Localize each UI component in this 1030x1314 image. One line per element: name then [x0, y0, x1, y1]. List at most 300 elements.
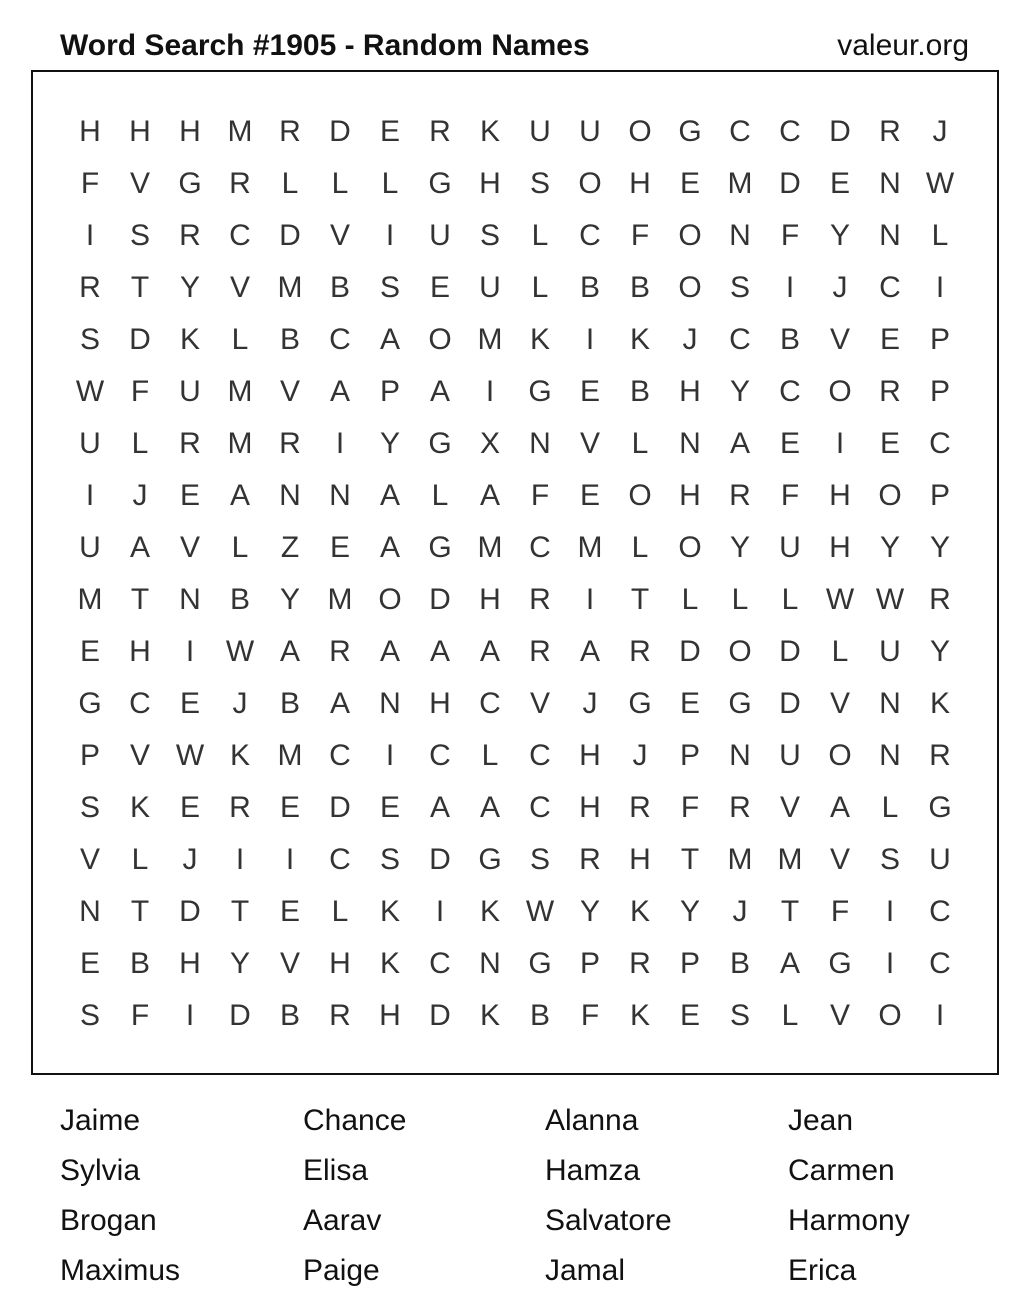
grid-cell[interactable]: A: [129, 531, 150, 564]
grid-cell[interactable]: R: [879, 115, 901, 148]
grid-cell[interactable]: N: [879, 219, 901, 252]
grid-cell[interactable]: I: [385, 219, 395, 252]
grid-cell[interactable]: D: [329, 791, 351, 824]
grid-cell[interactable]: U: [779, 531, 801, 564]
grid-cell[interactable]: R: [329, 635, 351, 668]
grid-cell[interactable]: I: [85, 219, 95, 252]
grid-cell[interactable]: J: [932, 115, 948, 148]
grid-cell[interactable]: A: [779, 947, 800, 980]
grid-cell[interactable]: K: [629, 323, 650, 356]
grid-cell[interactable]: M: [77, 583, 103, 616]
grid-cell[interactable]: R: [329, 999, 351, 1032]
grid-cell[interactable]: V: [529, 687, 550, 720]
grid-cell[interactable]: L: [231, 531, 249, 564]
grid-cell[interactable]: N: [879, 167, 901, 200]
grid-cell[interactable]: M: [227, 427, 253, 460]
grid-cell[interactable]: R: [879, 375, 901, 408]
grid-cell[interactable]: P: [79, 739, 100, 772]
grid-cell[interactable]: H: [579, 739, 601, 772]
grid-cell[interactable]: V: [229, 271, 250, 304]
grid-cell[interactable]: F: [680, 791, 700, 824]
grid-cell[interactable]: R: [629, 791, 651, 824]
grid-cell[interactable]: V: [829, 323, 850, 356]
grid-cell[interactable]: D: [129, 323, 151, 356]
grid-cell[interactable]: I: [385, 739, 395, 772]
grid-cell[interactable]: L: [731, 583, 749, 616]
grid-cell[interactable]: B: [329, 271, 350, 304]
grid-cell[interactable]: L: [331, 167, 349, 200]
grid-cell[interactable]: R: [229, 791, 251, 824]
grid-cell[interactable]: S: [729, 999, 750, 1032]
grid-cell[interactable]: V: [579, 427, 600, 460]
grid-cell[interactable]: S: [479, 219, 500, 252]
grid-cell[interactable]: A: [429, 635, 450, 668]
grid-cell[interactable]: I: [935, 999, 945, 1032]
grid-cell[interactable]: G: [728, 687, 752, 720]
grid-cell[interactable]: G: [528, 375, 552, 408]
grid-cell[interactable]: C: [779, 115, 801, 148]
grid-cell[interactable]: K: [929, 687, 950, 720]
grid-cell[interactable]: Y: [579, 895, 600, 928]
grid-cell[interactable]: H: [329, 947, 351, 980]
grid-cell[interactable]: N: [729, 219, 751, 252]
grid-cell[interactable]: K: [379, 947, 400, 980]
grid-cell[interactable]: O: [628, 479, 652, 512]
grid-cell[interactable]: G: [178, 167, 202, 200]
grid-cell[interactable]: A: [279, 635, 300, 668]
grid-cell[interactable]: U: [579, 115, 601, 148]
grid-cell[interactable]: B: [529, 999, 550, 1032]
grid-cell[interactable]: N: [179, 583, 201, 616]
grid-cell[interactable]: P: [579, 947, 600, 980]
grid-cell[interactable]: O: [878, 479, 902, 512]
grid-cell[interactable]: M: [727, 843, 753, 876]
grid-cell[interactable]: V: [179, 531, 200, 564]
grid-cell[interactable]: P: [679, 947, 700, 980]
grid-cell[interactable]: M: [227, 375, 253, 408]
grid-cell[interactable]: O: [678, 531, 702, 564]
grid-cell[interactable]: E: [579, 375, 600, 408]
grid-cell[interactable]: D: [679, 635, 701, 668]
grid-cell[interactable]: U: [79, 427, 101, 460]
grid-cell[interactable]: W: [225, 635, 255, 668]
grid-cell[interactable]: Y: [229, 947, 250, 980]
grid-cell[interactable]: Y: [879, 531, 900, 564]
grid-cell[interactable]: B: [279, 999, 300, 1032]
grid-cell[interactable]: M: [277, 739, 303, 772]
grid-cell[interactable]: K: [529, 323, 550, 356]
grid-cell[interactable]: R: [729, 791, 751, 824]
grid-cell[interactable]: M: [577, 531, 603, 564]
grid-cell[interactable]: L: [931, 219, 949, 252]
grid-cell[interactable]: B: [629, 271, 650, 304]
grid-cell[interactable]: F: [130, 999, 150, 1032]
grid-cell[interactable]: P: [379, 375, 400, 408]
grid-cell[interactable]: L: [131, 843, 149, 876]
grid-cell[interactable]: F: [780, 479, 800, 512]
grid-cell[interactable]: J: [832, 271, 848, 304]
grid-cell[interactable]: A: [829, 791, 850, 824]
grid-cell[interactable]: O: [878, 999, 902, 1032]
grid-cell[interactable]: C: [429, 947, 451, 980]
grid-cell[interactable]: J: [632, 739, 648, 772]
grid-cell[interactable]: P: [929, 375, 950, 408]
grid-cell[interactable]: W: [825, 583, 855, 616]
grid-cell[interactable]: C: [929, 947, 951, 980]
grid-cell[interactable]: V: [129, 167, 150, 200]
grid-cell[interactable]: Z: [280, 531, 300, 564]
grid-cell[interactable]: I: [585, 323, 595, 356]
grid-cell[interactable]: S: [379, 271, 400, 304]
grid-cell[interactable]: M: [477, 531, 503, 564]
grid-cell[interactable]: R: [279, 115, 301, 148]
grid-cell[interactable]: V: [279, 375, 300, 408]
grid-cell[interactable]: B: [229, 583, 250, 616]
grid-cell[interactable]: V: [129, 739, 150, 772]
grid-cell[interactable]: L: [781, 999, 799, 1032]
grid-cell[interactable]: F: [630, 219, 650, 252]
grid-cell[interactable]: A: [479, 791, 500, 824]
grid-cell[interactable]: A: [379, 323, 400, 356]
grid-cell[interactable]: G: [678, 115, 702, 148]
grid-cell[interactable]: Y: [929, 531, 950, 564]
grid-cell[interactable]: D: [829, 115, 851, 148]
grid-cell[interactable]: Y: [279, 583, 300, 616]
grid-cell[interactable]: H: [829, 531, 851, 564]
grid-cell[interactable]: R: [529, 635, 551, 668]
grid-cell[interactable]: M: [777, 843, 803, 876]
grid-cell[interactable]: A: [329, 687, 350, 720]
grid-cell[interactable]: K: [479, 895, 500, 928]
grid-cell[interactable]: Y: [729, 531, 750, 564]
grid-cell[interactable]: K: [629, 895, 650, 928]
grid-cell[interactable]: I: [185, 999, 195, 1032]
grid-cell[interactable]: I: [335, 427, 345, 460]
grid-cell[interactable]: L: [531, 271, 549, 304]
grid-cell[interactable]: M: [327, 583, 353, 616]
grid-cell[interactable]: T: [130, 895, 150, 928]
grid-cell[interactable]: N: [279, 479, 301, 512]
grid-cell[interactable]: H: [379, 999, 401, 1032]
grid-cell[interactable]: G: [428, 531, 452, 564]
grid-cell[interactable]: B: [279, 323, 300, 356]
grid-cell[interactable]: H: [479, 167, 501, 200]
grid-cell[interactable]: H: [479, 583, 501, 616]
grid-cell[interactable]: F: [580, 999, 600, 1032]
grid-cell[interactable]: D: [779, 687, 801, 720]
grid-cell[interactable]: Y: [179, 271, 200, 304]
grid-cell[interactable]: E: [679, 687, 700, 720]
grid-cell[interactable]: A: [429, 791, 450, 824]
grid-cell[interactable]: H: [829, 479, 851, 512]
grid-cell[interactable]: B: [579, 271, 600, 304]
grid-cell[interactable]: G: [928, 791, 952, 824]
grid-cell[interactable]: R: [629, 947, 651, 980]
grid-cell[interactable]: V: [329, 219, 350, 252]
grid-cell[interactable]: S: [529, 167, 550, 200]
grid-cell[interactable]: C: [729, 323, 751, 356]
grid-cell[interactable]: L: [881, 791, 899, 824]
grid-cell[interactable]: G: [628, 687, 652, 720]
grid-cell[interactable]: F: [130, 375, 150, 408]
grid-cell[interactable]: R: [429, 115, 451, 148]
grid-cell[interactable]: U: [179, 375, 201, 408]
grid-cell[interactable]: H: [679, 375, 701, 408]
grid-cell[interactable]: R: [279, 427, 301, 460]
grid-cell[interactable]: I: [235, 843, 245, 876]
grid-cell[interactable]: C: [329, 739, 351, 772]
grid-cell[interactable]: M: [477, 323, 503, 356]
grid-cell[interactable]: G: [828, 947, 852, 980]
grid-cell[interactable]: S: [129, 219, 150, 252]
grid-cell[interactable]: D: [229, 999, 251, 1032]
grid-cell[interactable]: H: [579, 791, 601, 824]
grid-cell[interactable]: A: [479, 479, 500, 512]
grid-cell[interactable]: Y: [679, 895, 700, 928]
grid-cell[interactable]: C: [729, 115, 751, 148]
grid-cell[interactable]: K: [129, 791, 150, 824]
grid-cell[interactable]: U: [79, 531, 101, 564]
grid-cell[interactable]: C: [779, 375, 801, 408]
grid-cell[interactable]: C: [329, 323, 351, 356]
grid-cell[interactable]: C: [879, 271, 901, 304]
grid-cell[interactable]: P: [929, 479, 950, 512]
grid-cell[interactable]: C: [479, 687, 501, 720]
grid-cell[interactable]: C: [929, 895, 951, 928]
grid-cell[interactable]: B: [729, 947, 750, 980]
grid-cell[interactable]: C: [529, 739, 551, 772]
grid-cell[interactable]: A: [379, 635, 400, 668]
grid-cell[interactable]: J: [232, 687, 248, 720]
grid-cell[interactable]: D: [279, 219, 301, 252]
grid-cell[interactable]: D: [779, 635, 801, 668]
grid-cell[interactable]: V: [279, 947, 300, 980]
grid-cell[interactable]: N: [79, 895, 101, 928]
grid-cell[interactable]: H: [129, 635, 151, 668]
grid-cell[interactable]: C: [429, 739, 451, 772]
grid-cell[interactable]: I: [185, 635, 195, 668]
grid-cell[interactable]: D: [329, 115, 351, 148]
grid-cell[interactable]: E: [179, 791, 200, 824]
grid-cell[interactable]: R: [729, 479, 751, 512]
grid-cell[interactable]: E: [779, 427, 800, 460]
grid-cell[interactable]: U: [429, 219, 451, 252]
grid-cell[interactable]: O: [428, 323, 452, 356]
grid-cell[interactable]: E: [379, 791, 400, 824]
grid-cell[interactable]: H: [629, 167, 651, 200]
grid-cell[interactable]: C: [929, 427, 951, 460]
grid-cell[interactable]: T: [230, 895, 250, 928]
grid-cell[interactable]: I: [785, 271, 795, 304]
grid-cell[interactable]: Y: [729, 375, 750, 408]
grid-cell[interactable]: E: [579, 479, 600, 512]
grid-cell[interactable]: N: [679, 427, 701, 460]
grid-cell[interactable]: W: [925, 167, 955, 200]
grid-cell[interactable]: I: [285, 843, 295, 876]
grid-cell[interactable]: S: [879, 843, 900, 876]
grid-cell[interactable]: U: [879, 635, 901, 668]
grid-cell[interactable]: K: [629, 999, 650, 1032]
grid-cell[interactable]: N: [479, 947, 501, 980]
grid-cell[interactable]: R: [529, 583, 551, 616]
grid-cell[interactable]: S: [529, 843, 550, 876]
grid-cell[interactable]: S: [79, 999, 100, 1032]
grid-cell[interactable]: K: [479, 115, 500, 148]
grid-cell[interactable]: A: [329, 375, 350, 408]
grid-cell[interactable]: L: [831, 635, 849, 668]
grid-cell[interactable]: O: [828, 375, 852, 408]
grid-cell[interactable]: Y: [829, 219, 850, 252]
grid-cell[interactable]: A: [429, 375, 450, 408]
grid-cell[interactable]: L: [781, 583, 799, 616]
grid-cell[interactable]: I: [885, 947, 895, 980]
grid-cell[interactable]: R: [179, 219, 201, 252]
grid-cell[interactable]: W: [875, 583, 905, 616]
grid-cell[interactable]: A: [729, 427, 750, 460]
grid-cell[interactable]: Y: [929, 635, 950, 668]
grid-cell[interactable]: I: [485, 375, 495, 408]
grid-cell[interactable]: R: [929, 739, 951, 772]
grid-cell[interactable]: J: [132, 479, 148, 512]
grid-cell[interactable]: P: [679, 739, 700, 772]
grid-cell[interactable]: N: [329, 479, 351, 512]
grid-cell[interactable]: F: [780, 219, 800, 252]
grid-cell[interactable]: L: [231, 323, 249, 356]
grid-cell[interactable]: C: [529, 791, 551, 824]
grid-cell[interactable]: T: [680, 843, 700, 876]
grid-cell[interactable]: K: [179, 323, 200, 356]
grid-cell[interactable]: H: [129, 115, 151, 148]
grid-cell[interactable]: H: [179, 115, 201, 148]
grid-cell[interactable]: R: [929, 583, 951, 616]
grid-cell[interactable]: L: [481, 739, 499, 772]
grid-cell[interactable]: V: [779, 791, 800, 824]
grid-cell[interactable]: K: [379, 895, 400, 928]
grid-cell[interactable]: O: [728, 635, 752, 668]
grid-cell[interactable]: C: [229, 219, 251, 252]
grid-cell[interactable]: F: [530, 479, 550, 512]
grid-cell[interactable]: U: [479, 271, 501, 304]
grid-cell[interactable]: T: [130, 583, 150, 616]
grid-cell[interactable]: F: [80, 167, 100, 200]
grid-cell[interactable]: O: [628, 115, 652, 148]
grid-cell[interactable]: T: [780, 895, 800, 928]
grid-cell[interactable]: Y: [379, 427, 400, 460]
grid-cell[interactable]: S: [79, 323, 100, 356]
grid-cell[interactable]: I: [835, 427, 845, 460]
grid-cell[interactable]: D: [429, 843, 451, 876]
grid-cell[interactable]: E: [329, 531, 350, 564]
grid-cell[interactable]: N: [879, 687, 901, 720]
grid-cell[interactable]: L: [631, 531, 649, 564]
grid-cell[interactable]: E: [279, 791, 300, 824]
grid-cell[interactable]: G: [478, 843, 502, 876]
grid-cell[interactable]: P: [929, 323, 950, 356]
grid-cell[interactable]: S: [79, 791, 100, 824]
grid-cell[interactable]: B: [279, 687, 300, 720]
grid-cell[interactable]: G: [528, 947, 552, 980]
grid-cell[interactable]: D: [429, 583, 451, 616]
grid-cell[interactable]: R: [229, 167, 251, 200]
grid-cell[interactable]: A: [229, 479, 250, 512]
grid-cell[interactable]: N: [879, 739, 901, 772]
grid-cell[interactable]: O: [678, 271, 702, 304]
grid-cell[interactable]: U: [779, 739, 801, 772]
grid-cell[interactable]: E: [379, 115, 400, 148]
grid-cell[interactable]: C: [129, 687, 151, 720]
grid-cell[interactable]: H: [629, 843, 651, 876]
grid-cell[interactable]: B: [779, 323, 800, 356]
grid-cell[interactable]: H: [429, 687, 451, 720]
grid-cell[interactable]: L: [331, 895, 349, 928]
grid-cell[interactable]: I: [435, 895, 445, 928]
grid-cell[interactable]: A: [479, 635, 500, 668]
grid-cell[interactable]: U: [929, 843, 951, 876]
grid-cell[interactable]: D: [429, 999, 451, 1032]
grid-cell[interactable]: E: [829, 167, 850, 200]
grid-cell[interactable]: L: [381, 167, 399, 200]
grid-cell[interactable]: V: [829, 843, 850, 876]
grid-cell[interactable]: E: [679, 167, 700, 200]
grid-cell[interactable]: M: [277, 271, 303, 304]
grid-cell[interactable]: J: [732, 895, 748, 928]
grid-cell[interactable]: M: [727, 167, 753, 200]
grid-cell[interactable]: E: [79, 635, 100, 668]
grid-cell[interactable]: M: [227, 115, 253, 148]
grid-cell[interactable]: T: [630, 583, 650, 616]
grid-cell[interactable]: V: [829, 999, 850, 1032]
grid-cell[interactable]: R: [179, 427, 201, 460]
grid-cell[interactable]: O: [678, 219, 702, 252]
grid-cell[interactable]: N: [529, 427, 551, 460]
grid-cell[interactable]: I: [585, 583, 595, 616]
grid-cell[interactable]: F: [830, 895, 850, 928]
grid-cell[interactable]: L: [131, 427, 149, 460]
grid-cell[interactable]: W: [175, 739, 205, 772]
grid-cell[interactable]: L: [431, 479, 449, 512]
grid-cell[interactable]: J: [182, 843, 198, 876]
grid-cell[interactable]: L: [531, 219, 549, 252]
grid-cell[interactable]: V: [79, 843, 100, 876]
grid-cell[interactable]: L: [631, 427, 649, 460]
grid-cell[interactable]: C: [529, 531, 551, 564]
grid-cell[interactable]: J: [682, 323, 698, 356]
grid-cell[interactable]: R: [79, 271, 101, 304]
grid-cell[interactable]: E: [429, 271, 450, 304]
grid-cell[interactable]: O: [578, 167, 602, 200]
grid-cell[interactable]: R: [629, 635, 651, 668]
grid-cell[interactable]: O: [828, 739, 852, 772]
grid-cell[interactable]: I: [85, 479, 95, 512]
grid-cell[interactable]: W: [525, 895, 555, 928]
grid-cell[interactable]: N: [729, 739, 751, 772]
grid-cell[interactable]: E: [679, 999, 700, 1032]
grid-cell[interactable]: E: [279, 895, 300, 928]
grid-cell[interactable]: S: [729, 271, 750, 304]
grid-cell[interactable]: E: [79, 947, 100, 980]
grid-cell[interactable]: D: [779, 167, 801, 200]
grid-cell[interactable]: S: [379, 843, 400, 876]
grid-cell[interactable]: B: [129, 947, 150, 980]
grid-cell[interactable]: N: [379, 687, 401, 720]
grid-cell[interactable]: I: [935, 271, 945, 304]
grid-cell[interactable]: H: [179, 947, 201, 980]
grid-cell[interactable]: T: [130, 271, 150, 304]
grid-cell[interactable]: B: [629, 375, 650, 408]
grid-cell[interactable]: G: [78, 687, 102, 720]
grid-cell[interactable]: G: [428, 167, 452, 200]
grid-cell[interactable]: U: [529, 115, 551, 148]
